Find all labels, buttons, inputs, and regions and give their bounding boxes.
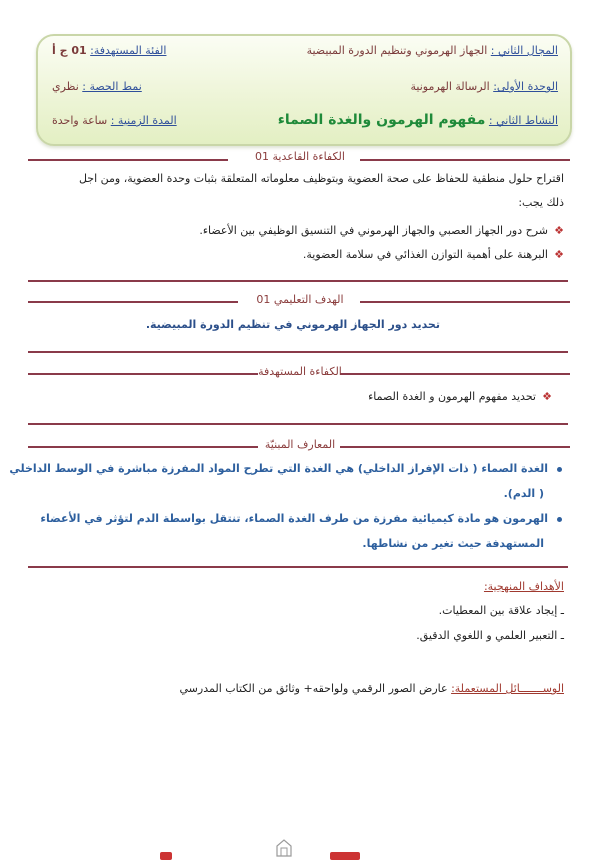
- learning-goal-title: الهدف التعليمي 01: [256, 293, 344, 306]
- base-competence-title: الكفاءة القاعدية 01: [255, 150, 345, 163]
- duration-row: [52, 114, 177, 127]
- activity-label: النشاط الثاني :: [488, 114, 558, 127]
- base-competence-item-2: البرهنة على أهمية التوازن الغذائي في سلامة العضوية.: [302, 248, 548, 261]
- unit-value: الرسالة الهرمونية: [410, 80, 490, 93]
- red-mark: [160, 852, 172, 860]
- domain-value: الجهاز الهرموني وتنظيم الدورة المبيضية: [306, 44, 488, 57]
- knowledge-item-1-line2: ( الدم).: [503, 487, 544, 500]
- target-label: الفئة المستهدفة:: [90, 44, 167, 57]
- target-competence-item: تحديد مفهوم الهرمون و الغدة الصماء: [368, 390, 536, 403]
- methodical-goal-item-2: ـ التعبير العلمي و اللغوي الدقيق.: [416, 629, 564, 642]
- methodical-goal-item-1: ـ إيجاد علاقة بين المعطيات.: [438, 604, 564, 617]
- target-competence-title: الكفاءة المستهدفة: [258, 365, 342, 378]
- session-row: [52, 80, 142, 93]
- methodical-goals-title: الأهداف المنهجية:: [483, 580, 564, 593]
- session-value: نظري: [52, 80, 79, 93]
- domain-row: [307, 44, 558, 57]
- means-label: الوســـــــائل المستعملة:: [451, 682, 564, 695]
- target-value: 01 ج أ: [52, 44, 87, 57]
- separator: [28, 423, 568, 425]
- knowledge-title: المعارف المبنيّة: [264, 438, 336, 451]
- red-mark: [330, 852, 360, 860]
- header-box: [36, 34, 572, 146]
- target-row: [52, 44, 166, 57]
- session-label: نمط الحصة :: [82, 80, 142, 93]
- bullet-dot-icon: [557, 467, 562, 472]
- base-competence-line2: ذلك يجب:: [518, 196, 564, 209]
- diamond-bullet-icon: ❖: [542, 390, 552, 403]
- diamond-bullet-icon: ❖: [554, 224, 564, 237]
- duration-value: ساعة واحدة: [52, 114, 108, 127]
- activity-value: مفهوم الهرمون والغدة الصماء: [277, 112, 486, 128]
- bullet-dot-icon: [557, 517, 562, 522]
- means-row: [180, 682, 564, 695]
- means-value: عارض الصور الرقمي ولواحقه+ وثائق من الكتاب المدرسي: [179, 682, 448, 695]
- knowledge-item-2-line1: الهرمون هو مادة كيميائية مفرزة من طرف الغدة الصماء، تنتقل بواسطة الدم لتؤثر في الأعضاء: [40, 512, 548, 525]
- learning-goal-text: تحديد دور الجهاز الهرموني في تنظيم الدورة المبيضية.: [145, 318, 440, 331]
- base-competence-line1: اقتراح حلول منطقية للحفاظ على صحة العضوية وبتوظيف معلوماته المتعلقة بثبات وحدة العضوية، ومن اجل: [78, 172, 564, 185]
- separator: [28, 566, 568, 568]
- unit-row: [411, 80, 559, 93]
- activity-row: [278, 112, 558, 128]
- base-competence-item-1: شرح دور الجهاز العصبي والجهاز الهرموني في التنسيق الوظيفي بين الأعضاء.: [199, 224, 548, 237]
- knowledge-item-1-line1: الغدة الصماء ( ذات الإفراز الداخلي) هي الغدة التي تطرح المواد المفرزة مباشرة في الوسط الداخلي: [9, 462, 548, 475]
- diamond-bullet-icon: ❖: [554, 248, 564, 261]
- separator: [28, 351, 568, 353]
- domain-label: المجال الثاني :: [490, 44, 558, 57]
- duration-label: المدة الزمنية :: [110, 114, 177, 127]
- emblem-icon: [274, 838, 294, 858]
- separator: [28, 280, 568, 282]
- knowledge-item-2-line2: المستهدفة حيث تغير من نشاطها.: [362, 537, 544, 550]
- unit-label: الوحدة الأولى:: [493, 80, 558, 93]
